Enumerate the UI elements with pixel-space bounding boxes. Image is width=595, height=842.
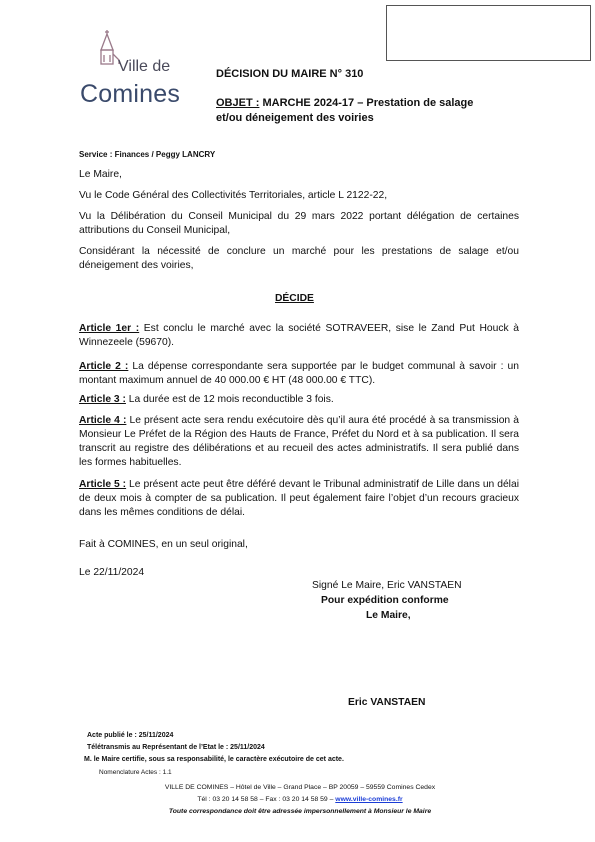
logo-comines-text: Comines bbox=[80, 80, 181, 108]
stamp-publie: Acte publié le : 25/11/2024 bbox=[87, 732, 174, 739]
fait-a: Fait à COMINES, en un seul original, bbox=[79, 539, 248, 550]
article-5-text: Le présent acte peut être déféré devant le Tribunal administratif de Lille dans un délai de deux mois à compter de sa publication. Il peut également faire l’objet d’un recours gracieux dans les mêmes conditions de délai. bbox=[79, 479, 519, 518]
objet-text-line1: MARCHE 2024-17 – Prestation de salage bbox=[262, 97, 474, 109]
decide-heading: DÉCIDE bbox=[275, 293, 314, 304]
article-4-text: Le présent acte sera rendu exécutoire dès qu’il aura été procédé à sa transmission à Monsieur Le Préfet de la Région des Hauts de France, Préfet du Nord et à sa publication. Il sera transcrit au registre des délibérations et au recueil des actes administratifs. Il sera publié dans les formes habituelles. bbox=[79, 415, 519, 468]
vu-deliberation: Vu la Délibération du Conseil Municipal du 29 mars 2022 portant délégation de certaines attributions du Conseil Municipal, bbox=[79, 211, 519, 236]
article-4-label: Article 4 : bbox=[79, 415, 127, 426]
signature-line-1: Signé Le Maire, Eric VANSTAEN bbox=[312, 580, 462, 591]
footer-address: VILLE DE COMINES – Hôtel de Ville – Grand Place – BP 20059 – 59559 Comines Cedex bbox=[164, 784, 436, 791]
service-line: Service : Finances / Peggy LANCRY bbox=[79, 150, 216, 159]
article-1-text: Est conclu le marché avec la société SOTRAVEER, sise le Zand Put Houck à Winnezeele (59670). bbox=[79, 323, 519, 348]
article-4 bbox=[79, 414, 519, 470]
stamp-nomenclature: Nomenclature Actes : 1.1 bbox=[99, 769, 172, 776]
logo-ville-text: Ville de bbox=[118, 58, 171, 75]
article-3-label: Article 3 : bbox=[79, 394, 126, 405]
objet-block bbox=[216, 96, 516, 126]
stamp-teletransmis: Télétransmis au Représentant de l’Etat le : 25/11/2024 bbox=[87, 744, 265, 751]
objet-label: OBJET : bbox=[216, 97, 260, 109]
decision-title: DÉCISION DU MAIRE N° 310 bbox=[216, 68, 364, 80]
signature-name: Eric VANSTAEN bbox=[348, 697, 426, 708]
city-logo bbox=[78, 28, 196, 112]
considerant: Considérant la nécessité de conclure un marché pour les prestations de salage et/ou déneigement des voiries, bbox=[79, 246, 519, 271]
article-5 bbox=[79, 478, 519, 520]
objet-text-line2: et/ou déneigement des voiries bbox=[216, 112, 374, 124]
article-1-label: Article 1er : bbox=[79, 323, 140, 334]
article-3-text: La durée est de 12 mois reconductible 3 fois. bbox=[125, 394, 334, 405]
article-2 bbox=[79, 360, 519, 388]
salutation: Le Maire, bbox=[79, 169, 122, 180]
footer-phone: Tél : 03 20 14 58 58 – Fax : 03 20 14 58 59 – bbox=[197, 796, 336, 803]
footer-contact bbox=[60, 796, 540, 803]
signature-line-2: Pour expédition conforme bbox=[321, 595, 449, 606]
website-link[interactable]: www.ville-comines.fr bbox=[335, 796, 403, 803]
stamp-box bbox=[386, 5, 591, 61]
article-5-label: Article 5 : bbox=[79, 479, 127, 490]
footer-notice: Toute correspondance doit être adressée impersonnellement à Monsieur le Maire bbox=[168, 808, 432, 815]
signature-line-3: Le Maire, bbox=[366, 610, 411, 621]
article-3 bbox=[79, 393, 519, 407]
article-1 bbox=[79, 322, 519, 350]
article-2-text: La dépense correspondante sera supportée par le budget communal à savoir : un montant maximum annuel de 40 000.00 € HT (48 000.00 € TTC). bbox=[79, 361, 519, 386]
stamp-certifie: M. le Maire certifie, sous sa responsabilité, le caractère exécutoire de cet acte. bbox=[84, 756, 344, 763]
date-line: Le 22/11/2024 bbox=[79, 567, 145, 578]
vu-code: Vu le Code Général des Collectivités Territoriales, article L 2122-22, bbox=[79, 190, 388, 201]
article-2-label: Article 2 : bbox=[79, 361, 129, 372]
